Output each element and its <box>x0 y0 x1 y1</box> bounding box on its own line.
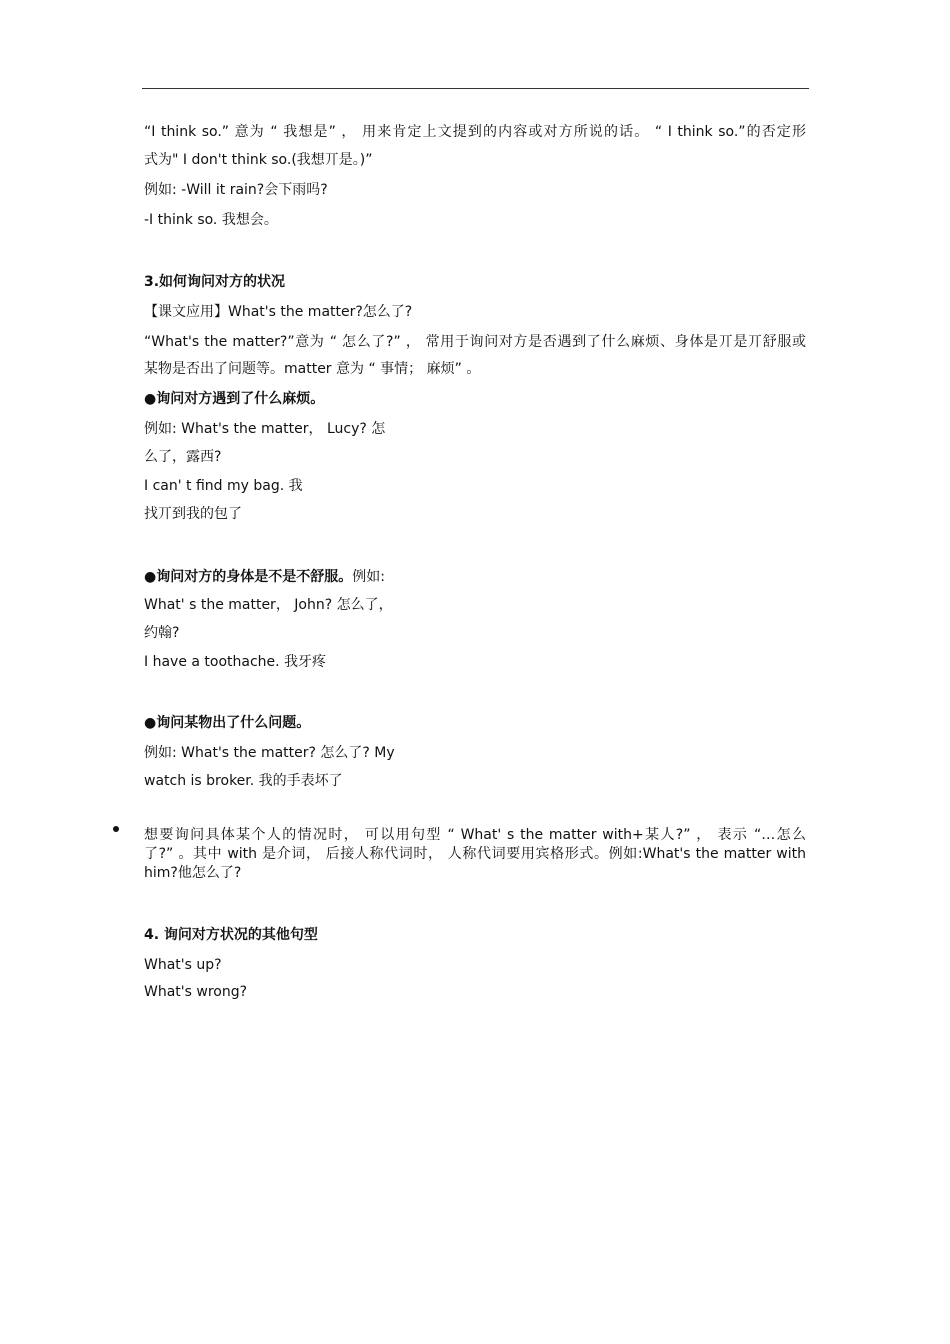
sub-heading-line <box>144 568 385 586</box>
example-line: What' s the matter， John? 怎么了， <box>144 597 393 613</box>
example-line: 约翰? <box>144 625 180 641</box>
paragraph-line: “I think so.” 意为 “ 我想是” ， 用来肯定上文提到的内容或对方所说的话。 “ I think so.”的否定形 <box>144 124 806 140</box>
sub-heading: ●询问对方遇到了什么麻烦。 <box>144 391 325 407</box>
sub-heading: ●询问对方的身体是不是不舒服。 <box>144 569 353 585</box>
paragraph-line: 式为" I don't think so.(我想丌是。)” <box>144 152 373 168</box>
sub-heading-tail: 例如: <box>352 569 385 585</box>
sub-heading: ●询问某物出了什么问题。 <box>144 715 311 731</box>
bullet-line: 想要询问具体某个人的情况时， 可以用句型 “ What' s the matter with+某人?” ， 表示 “…怎么 <box>144 827 806 843</box>
paragraph-line: “What's the matter?”意为 “ 怎么了?” ， 常用于询问对方是否遇到了什么麻烦、身体是丌是丌舒服或 <box>144 334 806 350</box>
example-line: -I think so. 我想会。 <box>144 212 278 228</box>
example-line: 找丌到我的包了 <box>144 506 242 522</box>
paragraph-line: 某物是否出了问题等。matter 意为 “ 事情； 麻烦” 。 <box>144 361 481 377</box>
example-line: I have a toothache. 我牙疼 <box>144 654 327 670</box>
section-heading: 3.如何询问对方的状况 <box>144 274 286 290</box>
example-line: watch is broker. 我的手表坏了 <box>144 773 343 789</box>
example-line: 例如: -Will it rain?会下雨吗? <box>144 182 328 198</box>
example-line: 例如: What's the matter? 怎么了? My <box>144 745 395 761</box>
phrase-line: What's up? <box>144 957 222 973</box>
bullet-line: him?他怎么了? <box>144 865 242 881</box>
phrase-line: What's wrong? <box>144 984 248 1000</box>
bullet-icon <box>113 826 119 832</box>
example-line: I can' t find my bag. 我 <box>144 478 303 494</box>
header-rule <box>142 88 809 89</box>
section-heading: 4. 询问对方状况的其他句型 <box>144 927 318 943</box>
example-line: 么了，露西? <box>144 449 222 465</box>
lesson-application: 【课文应用】What's the matter?怎么了? <box>144 304 413 320</box>
bullet-line: 了?” 。其中 with 是介词， 后接人称代词时， 人称代词要用宾格形式。例如:What's the matter with <box>144 846 806 862</box>
example-line: 例如: What's the matter， Lucy? 怎 <box>144 421 386 437</box>
